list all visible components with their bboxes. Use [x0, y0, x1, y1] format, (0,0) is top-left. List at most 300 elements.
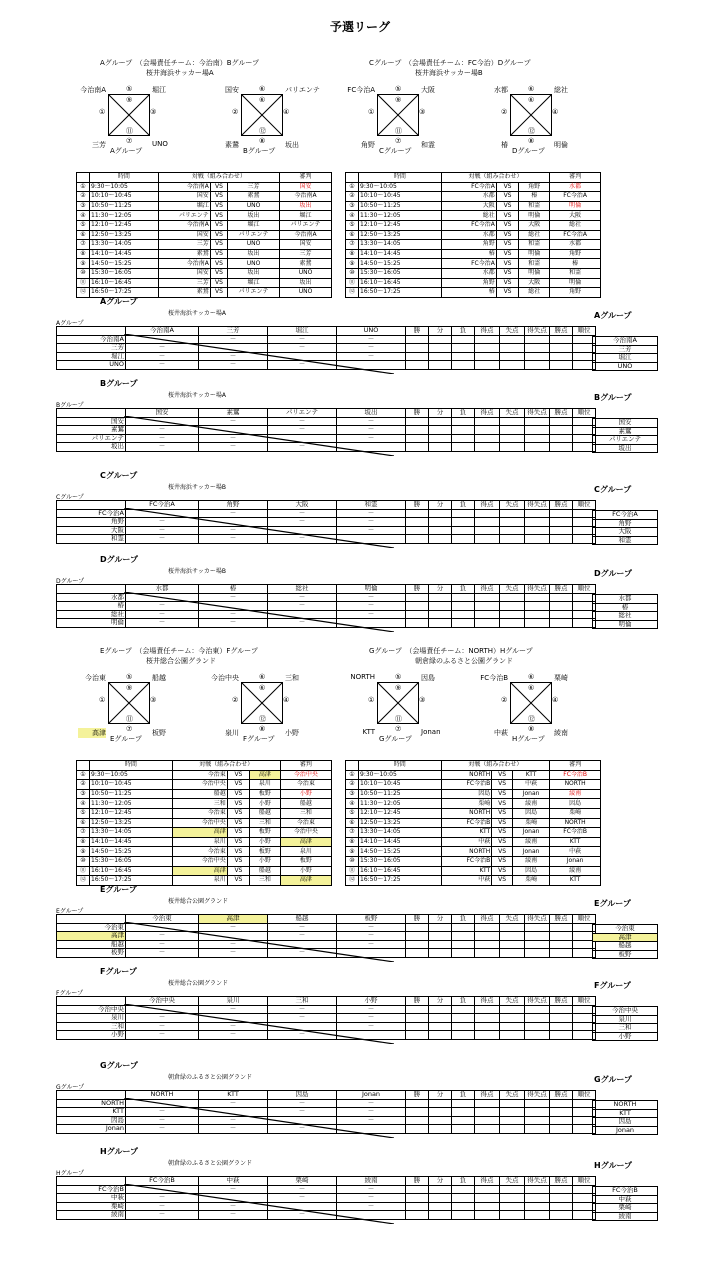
standings-side-list: [592, 1186, 658, 1221]
standings-stat-header: 得失点: [525, 501, 550, 510]
schedule-row: ⑩ 15:30～16:05 国安 VS 坂出 UNO: [77, 268, 332, 278]
diagram-team-label: NORTH: [350, 673, 375, 681]
standings-side-list: [592, 336, 658, 371]
sched-ref-header: 審判: [550, 173, 601, 183]
standings-row-team: 今治中央: [57, 1005, 126, 1014]
diagram-team-label: FC今治A: [347, 86, 375, 94]
match-number: ⑤: [395, 85, 402, 93]
pair-header: Eグループ （会場責任チーム：今治東）Fグループ: [100, 647, 258, 655]
sched-time-header: 時間: [90, 761, 173, 771]
venue-label: 桜井海浜サッカー場A: [146, 69, 214, 77]
diagram-team-label: 船越: [152, 674, 166, 682]
schedule-row: ⑨ 14:50～15:25 NORTH VS Jonan 中萩: [346, 847, 601, 857]
standings-col-team: 船越: [268, 915, 337, 924]
side-team: 今治南A: [593, 337, 658, 346]
standings-row-team: 因島: [57, 1116, 126, 1125]
standings-corner-label: Dグループ: [56, 578, 85, 585]
standings-group-title: Cグループ: [100, 471, 138, 480]
side-team: 大阪: [593, 528, 658, 537]
schedule-row: ③ 10:50～11:25 堀江 VS UNO 坂出: [77, 201, 332, 211]
sched-ref-header: 審判: [280, 173, 332, 183]
match-number: ④: [552, 696, 559, 704]
standings-stat-header: 勝: [406, 915, 429, 924]
match-number: ⑧: [259, 725, 266, 733]
side-team: 板野: [593, 950, 658, 959]
match-number: ⑤: [395, 673, 402, 681]
standings-stat-header: 分: [429, 915, 452, 924]
schedule-table: [76, 760, 332, 886]
standings-col-team: 総社: [268, 585, 337, 594]
standings-stat-header: 得失点: [525, 409, 550, 418]
standings-col-team: 今治中央: [126, 997, 199, 1006]
schedule-row: ⑥ 12:50～13:25 今治中央 VS 三和 今治東: [77, 818, 332, 828]
standings-diagonal: [124, 1004, 394, 1048]
standings-stat-header: 得失点: [525, 997, 550, 1006]
schedule-row: ⑤ 12:10～12:45 NORTH VS 因島 栗崎: [346, 808, 601, 818]
match-number: ②: [232, 696, 239, 704]
schedule-row: ① 9:30～10:05 NORTH VS KTT FC今治B: [346, 770, 601, 780]
standings-stat-header: 失点: [500, 585, 525, 594]
standings-row: 大阪 － － －: [57, 526, 596, 535]
standings-row: 綾南 － － －: [57, 1211, 596, 1220]
standings-col-team: 明倫: [337, 585, 406, 594]
standings-venue: 桜井海浜サッカー場A: [168, 310, 226, 317]
diagram-group-name: Gグループ: [379, 735, 412, 743]
schedule-row: ⑧ 14:10～14:45 素鵞 VS 坂出 三芳: [77, 249, 332, 259]
standings-row-team: 三和: [57, 1022, 126, 1031]
standings-row: 小野 － － －: [57, 1031, 596, 1040]
schedule-row: ① 9:30～10:05 今治南A VS 三芳 国安: [77, 182, 332, 192]
standings-row-team: 角野: [57, 518, 126, 527]
standings-stat-header: 負: [452, 997, 475, 1006]
standings-venue: 朝倉緑のふるさと公園グランド: [168, 1160, 253, 1167]
standings-row: 明倫 － － －: [57, 619, 596, 628]
standings-corner-label: Cグループ: [56, 494, 84, 501]
standings-col-team: 泉川: [199, 997, 268, 1006]
schedule-row: ③ 10:50～11:25 大阪 VS 和霊 明倫: [346, 201, 601, 211]
standings-group-title: Eグループ: [100, 885, 137, 894]
standings-col-team: FC今治A: [126, 501, 199, 510]
venue-label: 桜井総合公園グランド: [146, 657, 216, 665]
standings-row-team: パリエンテ: [57, 434, 126, 443]
match-number: ⑥: [259, 96, 266, 104]
standings-row: 船越 － － －: [57, 940, 596, 949]
schedule-row: ⑨ 14:50～15:25 今治南A VS UNO 素鵞: [77, 259, 332, 269]
standings-col-team: FC今治B: [126, 1177, 199, 1186]
match-number: ③: [150, 696, 157, 704]
standings-stat-header: 失点: [500, 1091, 525, 1100]
standings-stat-header: 勝点: [550, 915, 573, 924]
standings-col-team: 素鵞: [199, 409, 268, 418]
diagram-team-label: KTT: [362, 728, 375, 736]
venue-label: 朝倉緑のふるさと公園グランド: [415, 657, 513, 665]
standings-side-title: Bグループ: [594, 393, 632, 402]
diagram-team-label: 泉川: [225, 729, 239, 737]
diagram-team-label: 総社: [554, 86, 568, 94]
diagram-team-label: 和霊: [421, 141, 435, 149]
standings-row: 椿 － － －: [57, 602, 596, 611]
match-number: ⑥: [528, 673, 535, 681]
standings-row-team: 国安: [57, 417, 126, 426]
side-team: 今治東: [593, 925, 658, 934]
sched-match-header: 対戦（組み合わせ）: [172, 761, 280, 771]
diagram-team-label: 三和: [285, 674, 299, 682]
diagram-team-label: 板野: [152, 729, 166, 737]
match-number: ①: [99, 108, 106, 116]
standings-col-team: 国安: [126, 409, 199, 418]
standings-stat-header: 得点: [475, 915, 500, 924]
side-team: 泉川: [593, 1015, 658, 1024]
diagram-group-name: Bグループ: [243, 147, 276, 155]
standings-row: 三芳 － － －: [57, 344, 596, 353]
standings-stat-header: 得点: [475, 997, 500, 1006]
standings-stat-header: 分: [429, 585, 452, 594]
standings-stat-header: 負: [452, 327, 475, 336]
standings-side-title: Dグループ: [594, 569, 633, 578]
schedule-row: ⑪ 16:10～16:45 三芳 VS 堀江 坂出: [77, 278, 332, 288]
match-number: ⑫: [259, 127, 266, 135]
standings-row: 三和 － － －: [57, 1022, 596, 1031]
sched-ref-header: 審判: [280, 761, 331, 771]
standings-group-title: Aグループ: [100, 297, 138, 306]
standings-venue: 桜井海浜サッカー場B: [168, 568, 226, 575]
diagram-group-name: Hグループ: [512, 735, 545, 743]
standings-row-team: 高津: [57, 932, 126, 941]
standings-stat-header: 勝点: [550, 501, 573, 510]
match-number: ⑦: [395, 725, 402, 733]
standings-stat-header: 失点: [500, 1177, 525, 1186]
standings-side-title: Hグループ: [594, 1161, 633, 1170]
match-number: ①: [368, 108, 375, 116]
standings-col-team: 堀江: [268, 327, 337, 336]
standings-stat-header: 分: [429, 997, 452, 1006]
standings-col-team: 坂出: [337, 409, 406, 418]
standings-stat-header: 勝点: [550, 327, 573, 336]
schedule-row: ⑫ 16:50～17:25 泉川 VS 三和 高津: [77, 876, 332, 886]
schedule-row: ⑪ 16:10～16:45 KTT VS 因島 綾南: [346, 866, 601, 876]
pair-header: Cグループ （会場責任チーム：FC今治）Dグループ: [369, 59, 531, 67]
standings-row-team: KTT: [57, 1108, 126, 1117]
standings-stat-header: 得点: [475, 1091, 500, 1100]
match-number: ⑧: [528, 137, 535, 145]
sched-ref-header: 審判: [550, 761, 601, 771]
match-number: ⑥: [528, 684, 535, 692]
diagram-team-label: 小野: [285, 729, 299, 737]
match-number: ⑫: [259, 715, 266, 723]
diagram-team-label: 大阪: [421, 86, 435, 94]
standings-row-team: 大阪: [57, 526, 126, 535]
schedule-row: ⑫ 16:50～17:25 椿 VS 総社 角野: [346, 288, 601, 298]
standings-row-team: 今治東: [57, 923, 126, 932]
standings-side-title: Aグループ: [594, 311, 632, 320]
schedule-row: ⑪ 16:10～16:45 角野 VS 大阪 明倫: [346, 278, 601, 288]
match-number: ⑦: [126, 725, 133, 733]
diagram-team-label: FC今治B: [480, 674, 508, 682]
match-number: ②: [501, 108, 508, 116]
standings-row: 栗崎 － － －: [57, 1202, 596, 1211]
standings-corner-label: Bグループ: [56, 402, 84, 409]
standings-stat-header: 順位: [573, 1177, 596, 1186]
standings-row-team: 素鵞: [57, 426, 126, 435]
side-team: 総社: [593, 612, 658, 621]
standings-stat-header: 失点: [500, 501, 525, 510]
standings-stat-header: 順位: [573, 997, 596, 1006]
standings-stat-header: 得失点: [525, 327, 550, 336]
side-team: 素鵞: [593, 427, 658, 436]
standings-group-title: Dグループ: [100, 555, 139, 564]
diagram-team-label: パリエンテ: [285, 86, 320, 94]
match-number: ⑪: [126, 715, 133, 723]
diagram-group-name: Cグループ: [379, 147, 412, 155]
match-number: ⑥: [259, 673, 266, 681]
standings-stat-header: 負: [452, 585, 475, 594]
schedule-table: [76, 172, 332, 298]
diagram-group-name: Fグループ: [243, 735, 275, 743]
side-team: 堀江: [593, 354, 658, 363]
diagram-group-name: Aグループ: [110, 147, 143, 155]
standings-col-team: UNO: [337, 327, 406, 336]
standings-diagonal: [124, 416, 394, 460]
standings-row: 高津 － － －: [57, 932, 596, 941]
side-team: 栗崎: [593, 1204, 658, 1213]
side-team: FC今治A: [593, 511, 658, 520]
match-number: ⑪: [395, 127, 402, 135]
pair-header: Gグループ （会場責任チーム：NORTH）Hグループ: [369, 647, 533, 655]
standings-stat-header: 得点: [475, 327, 500, 336]
standings-side-list: [592, 924, 658, 959]
standings-row: UNO － － －: [57, 361, 596, 370]
schedule-row: ⑨ 14:50～15:25 FC今治A VS 和霊 椿: [346, 259, 601, 269]
standings-side-title: Fグループ: [594, 981, 631, 990]
schedule-row: ④ 11:30～12:05 三和 VS 小野 船越: [77, 799, 332, 809]
standings-row-team: 栗崎: [57, 1202, 126, 1211]
standings-col-team: 綾南: [337, 1177, 406, 1186]
standings-col-team: 三芳: [199, 327, 268, 336]
standings-group-title: Hグループ: [100, 1147, 139, 1156]
standings-col-team: KTT: [199, 1091, 268, 1100]
standings-stat-header: 得点: [475, 585, 500, 594]
standings-stat-header: 勝点: [550, 1091, 573, 1100]
standings-row: 中萩 － － －: [57, 1194, 596, 1203]
side-team: 三芳: [593, 345, 658, 354]
match-number: ⑨: [126, 96, 133, 104]
standings-row: Jonan － － －: [57, 1125, 596, 1134]
diagram-team-label: 中萩: [494, 729, 508, 737]
schedule-row: ⑦ 13:30～14:05 三芳 VS UNO 国安: [77, 240, 332, 250]
side-team: 今治中央: [593, 1007, 658, 1016]
standings-row-team: 坂出: [57, 443, 126, 452]
side-team: UNO: [593, 362, 658, 371]
standings-col-team: 今治東: [126, 915, 199, 924]
standings-stat-header: 得点: [475, 501, 500, 510]
standings-row: 今治東 － － －: [57, 923, 596, 932]
standings-col-team: 三和: [268, 997, 337, 1006]
diagram-team-label: 今治中央: [211, 674, 239, 682]
standings-stat-header: 得失点: [525, 915, 550, 924]
standings-row-team: 綾南: [57, 1211, 126, 1220]
schedule-row: ⑫ 16:50～17:25 中萩 VS 栗崎 KTT: [346, 876, 601, 886]
diagram-team-label: 因島: [421, 674, 435, 682]
standings-side-title: Cグループ: [594, 485, 632, 494]
standings-stat-header: 分: [429, 327, 452, 336]
standings-stat-header: 得点: [475, 1177, 500, 1186]
page-title: 予選リーグ: [329, 20, 390, 34]
sched-time-header: 時間: [359, 173, 442, 183]
side-team: 綾南: [593, 1212, 658, 1221]
diagram-group-name: Eグループ: [110, 735, 142, 743]
match-number: ②: [501, 696, 508, 704]
standings-stat-header: 勝点: [550, 585, 573, 594]
standings-col-team: 今治南A: [126, 327, 199, 336]
standings-col-team: 中萩: [199, 1177, 268, 1186]
schedule-row: ② 10:10～10:45 今治中央 VS 泉川 今治東: [77, 780, 332, 790]
standings-row: 国安 － － －: [57, 417, 596, 426]
match-number: ①: [368, 696, 375, 704]
standings-row: 総社 － － －: [57, 610, 596, 619]
side-team: 高津: [593, 933, 658, 942]
standings-row-team: 今治南A: [57, 335, 126, 344]
standings-col-team: 高津: [199, 915, 268, 924]
standings-row: 今治南A － － －: [57, 335, 596, 344]
standings-stat-header: 得失点: [525, 1091, 550, 1100]
side-team: 三和: [593, 1024, 658, 1033]
standings-stat-header: 得点: [475, 409, 500, 418]
schedule-row: ⑩ 15:30～16:05 今治中央 VS 小野 板野: [77, 856, 332, 866]
standings-stat-header: 勝: [406, 501, 429, 510]
standings-stat-header: 順位: [573, 1091, 596, 1100]
sched-match-header: 対戦（組み合わせ）: [441, 173, 549, 183]
standings-row-team: NORTH: [57, 1099, 126, 1108]
standings-row: 泉川 － － －: [57, 1014, 596, 1023]
diagram-team-label: 角野: [361, 141, 375, 149]
standings-row: 坂出 － － －: [57, 443, 596, 452]
standings-col-team: 水都: [126, 585, 199, 594]
match-number: ⑤: [126, 85, 133, 93]
standings-corner-label: Fグループ: [56, 990, 83, 997]
side-team: 水都: [593, 595, 658, 604]
standings-row: NORTH － － －: [57, 1099, 596, 1108]
standings-stat-header: 負: [452, 915, 475, 924]
match-number: ⑫: [528, 127, 535, 135]
standings-row: FC今治B － － －: [57, 1185, 596, 1194]
match-number: ⑥: [259, 684, 266, 692]
standings-side-list: [592, 510, 658, 545]
standings-row-team: Jonan: [57, 1125, 126, 1134]
standings-stat-header: 分: [429, 501, 452, 510]
standings-group-title: Bグループ: [100, 379, 138, 388]
standings-stat-header: 順位: [573, 327, 596, 336]
match-number: ⑥: [259, 85, 266, 93]
match-number: ⑪: [395, 715, 402, 723]
standings-row-team: FC今治A: [57, 509, 126, 518]
side-team: 椿: [593, 603, 658, 612]
schedule-row: ② 10:10～10:45 国安 VS 素鵞 今治南A: [77, 192, 332, 202]
match-number: ⑥: [528, 85, 535, 93]
standings-row-team: 水都: [57, 593, 126, 602]
standings-stat-header: 失点: [500, 409, 525, 418]
standings-stat-header: 勝: [406, 585, 429, 594]
schedule-row: ③ 10:50～11:25 船越 VS 板野 小野: [77, 789, 332, 799]
standings-side-list: [592, 1100, 658, 1135]
match-number: ⑧: [259, 137, 266, 145]
schedule-row: ⑪ 16:10～16:45 高津 VS 船越 小野: [77, 866, 332, 876]
standings-venue: 桜井総合公園グランド: [168, 980, 229, 987]
match-number: ⑧: [528, 725, 535, 733]
schedule-row: ⑨ 14:50～15:25 今治東 VS 板野 泉川: [77, 847, 332, 857]
standings-corner-label: Hグループ: [56, 1170, 85, 1177]
standings-col-team: パリエンテ: [268, 409, 337, 418]
side-team: 因島: [593, 1118, 658, 1127]
standings-stat-header: 勝点: [550, 409, 573, 418]
diagram-team-label: 坂出: [285, 141, 299, 149]
match-number: ⑨: [126, 684, 133, 692]
standings-stat-header: 失点: [500, 915, 525, 924]
standings-col-team: 小野: [337, 997, 406, 1006]
standings-col-team: 板野: [337, 915, 406, 924]
standings-stat-header: 勝: [406, 327, 429, 336]
standings-stat-header: 得失点: [525, 1177, 550, 1186]
standings-venue: 桜井海浜サッカー場A: [168, 392, 226, 399]
standings-venue: 桜井総合公園グランド: [168, 898, 229, 905]
schedule-row: ④ 11:30～12:05 栗崎 VS 綾南 因島: [346, 799, 601, 809]
match-number: ⑦: [395, 137, 402, 145]
schedule-row: ⑫ 16:50～17:25 素鵞 VS パリエンテ UNO: [77, 288, 332, 298]
standings-side-list: [592, 418, 658, 453]
schedule-row: ① 9:30～10:05 今治東 VS 高津 今治中央: [77, 770, 332, 780]
standings-stat-header: 負: [452, 501, 475, 510]
side-team: Jonan: [593, 1126, 658, 1135]
diagram-team-label: 堀江: [152, 86, 166, 94]
standings-col-team: 角野: [199, 501, 268, 510]
standings-row-team: 三芳: [57, 344, 126, 353]
standings-col-team: 椿: [199, 585, 268, 594]
standings-row-team: 船越: [57, 940, 126, 949]
standings-row: 堀江 － － －: [57, 352, 596, 361]
standings-stat-header: 負: [452, 1091, 475, 1100]
standings-diagonal: [124, 508, 394, 552]
standings-row-team: UNO: [57, 361, 126, 370]
side-team: KTT: [593, 1109, 658, 1118]
diagram-team-label: 国安: [225, 86, 239, 94]
standings-diagonal: [124, 334, 394, 378]
standings-stat-header: 失点: [500, 327, 525, 336]
standings-side-title: Gグループ: [594, 1075, 632, 1084]
sched-time-header: 時間: [90, 173, 159, 183]
match-number: ④: [552, 108, 559, 116]
standings-row-team: 中萩: [57, 1194, 126, 1203]
standings-col-team: 因島: [268, 1091, 337, 1100]
match-number: ④: [283, 108, 290, 116]
standings-row-team: 総社: [57, 610, 126, 619]
schedule-row: ⑧ 14:10～14:45 泉川 VS 小野 高津: [77, 837, 332, 847]
side-team: 中萩: [593, 1195, 658, 1204]
standings-group-title: Fグループ: [100, 967, 137, 976]
standings-stat-header: 勝: [406, 997, 429, 1006]
standings-stat-header: 得失点: [525, 585, 550, 594]
side-team: FC今治B: [593, 1187, 658, 1196]
standings-stat-header: 順位: [573, 915, 596, 924]
standings-stat-header: 勝: [406, 1091, 429, 1100]
match-number: ④: [283, 696, 290, 704]
standings-stat-header: 負: [452, 1177, 475, 1186]
schedule-row: ⑥ 12:50～13:25 FC今治B VS 栗崎 NORTH: [346, 818, 601, 828]
standings-side-list: [592, 594, 658, 629]
schedule-row: ⑤ 12:10～12:45 今治南A VS 堀江 パリエンテ: [77, 220, 332, 230]
schedule-row: ⑤ 12:10～12:45 今治東 VS 船越 三和: [77, 808, 332, 818]
standings-row-team: FC今治B: [57, 1185, 126, 1194]
standings-group-title: Gグループ: [100, 1061, 138, 1070]
diagram-group-name: Dグループ: [512, 147, 545, 155]
